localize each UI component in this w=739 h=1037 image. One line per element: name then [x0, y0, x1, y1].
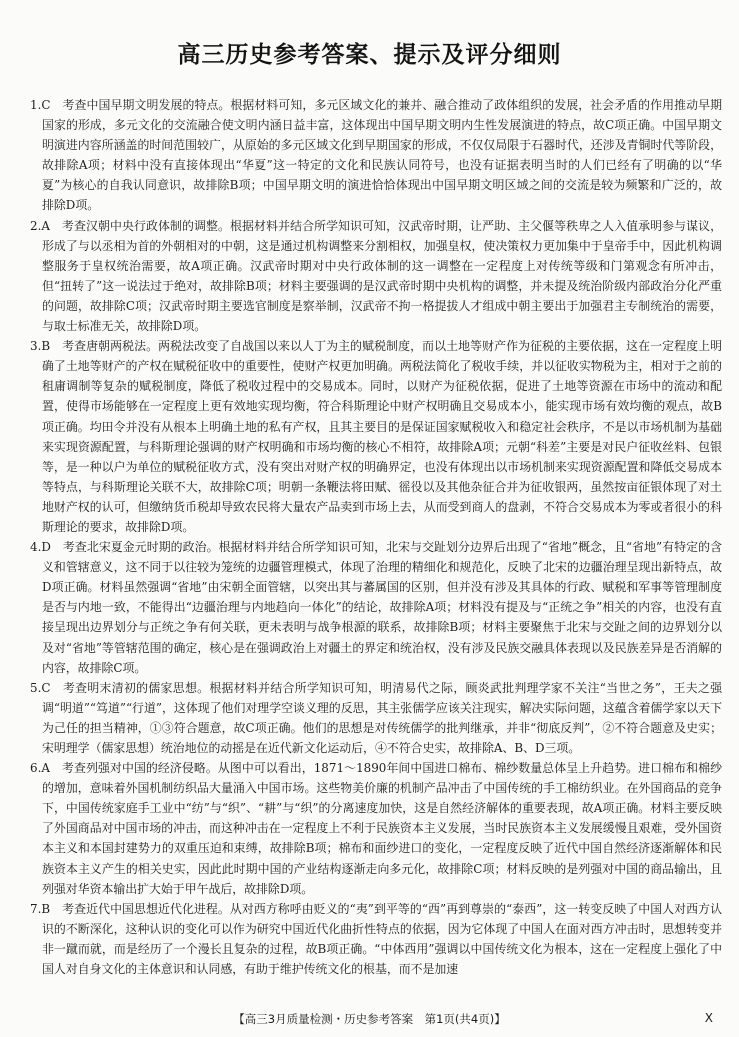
answer-item-1: 1.C 考查中国早期文明发展的特点。根据材料可知，多元区域文化的兼并、融合推动了政体组织的发展，社会矛盾的作用推动早期国家的形成，多元文化的交流融合使文明内涵日益丰富，这体现出中国早期文明内生性发展演进的特点，故C项正确。中国早期文明演进内容所涵盖的时间范围较广，从原始的多元区域文化到早期国家的形成，不仅仅局限于石器时代，还涉及青铜时代等阶段，故排除A项；材料中没有直接体现出“华夏”这一特定的文化和民族认同符号，也没有证据表明当时的人们已经有了明确的以“华夏”为核心的自我认同意识，故排除B项；中国早期文明的演进恰恰体现出中国早期文明区域之间的交流是较为频繁和广泛的，故排除D项。: [30, 98, 722, 213]
answer-item-2: 2.A 考查汉朝中央行政体制的调整。根据材料并结合所学知识可知，汉武帝时期，让严助、主父偃等秩卑之人入值承明参与谋议，形成了与以丞相为首的外朝相对的中朝，这是通过机构调整来分割相权，加强皇权，使决策权力更加集中于皇帝手中，因此机构调整服务于皇权统治需要，故A项正确。汉武帝时期对中央行政体制的这一调整在一定程度上对传统等级和门第观念有所冲击，但“扭转了”这一说法过于绝对，故排除B项；材料主要强调的是汉武帝时期中央机构的调整，并未提及统治阶级内部政治分化严重的问题，故排除C项；汉武帝时期主要选官制度是察举制，汉武帝不拘一格提拔人才组成中朝主要出于加强君主专制统治的需要，与取士标准无关，故排除D项。: [30, 218, 722, 334]
answer-list: [30, 95, 722, 979]
corner-mark: X: [704, 1011, 713, 1025]
answer-item-4: 4.D 考查北宋夏金元时期的政治。根据材料并结合所学知识可知，北宋与交趾划分边界后出现了“省地”概念，且“省地”有特定的含义和管辖意义，这不同于以往较为笼统的边疆管理模式，体现了治理的精细化和规范化，反映了北宋的边疆治理呈现出新特点，故D项正确。材料虽然强调“省地”由宋朝全面管辖，以突出其与蕃属国的区别，但并没有涉及其具体的行政、赋税和军事等管理制度是否与内地一致，不能得出“边疆治理与内地趋向一体化”的结论，故排除A项；材料没有提及与“正统之争”相关的内容，也没有直接呈现出边界划分与正统之争有何关联，更未表明与战争根源的联系，故排除B项；材料主要聚焦于北宋与交趾之间的边界划分以及对“省地”等管辖范围的确定，核心是在强调政治上对疆土的界定和统治权，没有涉及民族交融具体表现以及民族差异是否消解的内容，故排除C项。: [30, 540, 722, 675]
page-footer: 【高三3月质量检测・历史参考答案 第1页(共4页)】: [233, 1012, 506, 1026]
page-title: 高三历史参考答案、提示及评分细则: [177, 42, 562, 68]
answer-item-7: 7.B 考查近代中国思想近代化进程。从对西方称呼由贬义的“夷”到平等的“西”再到尊崇的“泰西”，这一转变反映了中国人对西方认识的不断深化，这种认识的变化可以作为研究中国近代化曲折性特点的依据，因为它体现了中国人在面对西方冲击时，思想转变并非一蹴而就，而是经历了一个漫长且复杂的过程，故B项正确。“中体西用”强调以中国传统文化为根本，这在一定程度上强化了中国人对自身文化的主体意识和认同感，有助于维护传统文化的根基，而不是加速: [30, 901, 722, 977]
answer-item-3: 3.B 考查唐朝两税法。两税法改变了自战国以来以人丁为主的赋税制度，而以土地等财产作为征税的主要依据，这在一定程度上明确了土地等财产的产权在赋税征收中的重要性，使财产权更加明确。两税法简化了税收手续，并以征收实物税为主，相对于之前的租庸调制等复杂的赋税制度，降低了税收过程中的交易成本。同时，以财产为征税依据，促进了土地等资源在市场中的流动和配置，使得市场能够在一定程度上更有效地实现均衡，符合科斯理论中财产权明确且交易成本小，能实现市场有效均衡的观点，故B项正确。均田令并没有从根本上明确土地的私有产权，且其主要目的是保证国家赋税收入和稳定社会秩序，不是以市场机制为基础来实现资源配置，与科斯理论强调的财产权明确和市场均衡的核心不相符，故排除A项；元朝“科差”主要是对民户征收丝料、包银等，是一种以户为单位的赋税征收方式，没有突出对财产权的明确界定，也没有体现出以市场机制来实现资源配置和降低交易成本等特点，与科斯理论关联不大，故排除C项；明朝一条鞭法将田赋、徭役以及其他杂征合并为征收银两，虽然按亩征银体现了对土地财产权的认可，但缴纳货币税却导致农民将大量农产品卖到市场上去，从而受到商人的盘剥，不符合交易成本为零或者很小的科斯理论的要求，故排除D项。: [30, 339, 722, 534]
answer-item-6: 6.A 考查列强对中国的经济侵略。从图中可以看出，1871～1890年间中国进口棉布、棉纱数量总体呈上升趋势。进口棉布和棉纱的增加，意味着外国机制纺织品大量涌入中国市场。这些物美价廉的机制产品冲击了中国传统的手工棉纺织业。在外国商品的竞争下，中国传统家庭手工业中“纺”与“织”、“耕”与“织”的分离速度加快，这是自然经济解体的重要表现，故A项正确。材料主要反映了外国商品对中国市场的冲击，而这种冲击在一定程度上不利于民族资本主义发展，当时民族资本主义发展缓慢且艰难，受外国资本主义和本国封建势力的双重压迫和束缚，故排除B项；棉布和面纱进口的变化，一定程度反映了近代中国自然经济逐渐解体和民族资本主义产生的相关史实，因此此时期中国的产业结构逐渐走向多元化，故排除C项；材料反映的是列强对中国的商品输出，且列强对华资本输出扩大始于甲午战后，故排除D项。: [30, 761, 722, 896]
answer-item-5: 5.C 考查明末清初的儒家思想。根据材料并结合所学知识可知，明清易代之际，顾炎武批判理学家不关注“当世之务”，王夫之强调“明道”“笃道”“行道”，这体现了他们对理学空谈义理的反思，其主张儒学应该关注现实，解决实际问题，这蕴含着儒学家以天下为己任的担当精神，①③符合题意，故C项正确。他们的思想是对传统儒学的批判继承，并非“彻底反判”，②不符合题意及史实；宋明理学（儒家思想）统治地位的动摇是在近代新文化运动后，④不符合史实，故排除A、B、D三项。: [30, 680, 722, 755]
